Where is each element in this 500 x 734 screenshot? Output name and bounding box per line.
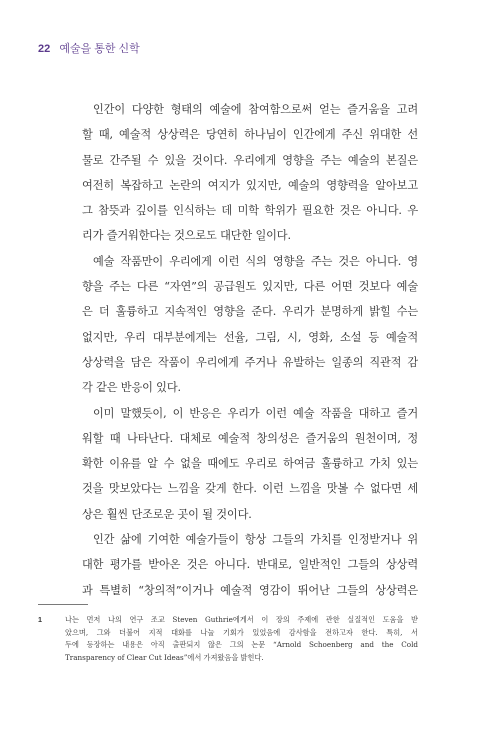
text-line: 없지만, 우리 대부분에게는 선율, 그림, 시, 영화, 소설 등 예술적: [82, 330, 418, 344]
page-number: 22: [38, 43, 51, 55]
text-line: 확한 이유를 알 수 없을 때에도 우리로 하여금 훌륭하고 가치 있는: [82, 457, 418, 471]
footnote-marker: 1: [38, 615, 42, 624]
text-line: 상상력을 담은 작품이 우리에게 주거나 유발하는 일종의 직관적 감: [82, 355, 418, 369]
paragraph: [82, 527, 418, 603]
running-header: [38, 40, 140, 56]
paragraph: [82, 401, 418, 527]
running-title: 예술을 통한 신학: [59, 43, 140, 55]
footnote-divider: [38, 604, 88, 605]
paragraph: [82, 97, 418, 249]
text-line: 여전히 복잡하고 논란의 여지가 있지만, 예술의 영향력을 알아보고: [82, 178, 418, 192]
text-line: 물로 간주될 수 있을 것이다. 우리에게 영향을 주는 예술의 본질은: [82, 153, 418, 167]
text-line: 할 때, 예술적 상상력은 당연히 하나님이 인간에게 주신 위대한 선: [82, 128, 418, 142]
text-line: 인간이 다양한 형태의 예술에 참여함으로써 얻는 즐거움을 고려: [93, 103, 418, 116]
text-line: 대한 평가를 받아온 것은 아니다. 반대로, 일반적인 그들의 상상력: [82, 558, 418, 572]
text-line: 은 더 훌륭하고 지속적인 영향을 준다. 우리가 분명하게 밝힐 수는: [82, 305, 418, 319]
paragraph: [82, 249, 418, 401]
text-line: 각 같은 반응이 있다.: [82, 381, 181, 395]
text-line: 예술 작품만이 우리에게 이런 식의 영향을 주는 것은 아니다. 영: [93, 254, 418, 268]
text-line: 인간 삶에 기여한 예술가들이 항상 그들의 가치를 인정받거나 위: [93, 533, 418, 547]
text-line: 워할 때 나타난다. 대체로 예술적 창의성은 즐거움의 원천이며, 정: [82, 431, 418, 445]
text-line: 것을 맛보았다는 느낌을 갖게 한다. 이런 느낌을 맛볼 수 없다면 세: [82, 482, 418, 496]
text-line: 과 특별히 “창의적”이거나 예술적 영감이 뛰어난 그들의 상상력은: [82, 583, 418, 597]
footnote-text: [65, 614, 418, 665]
footnote-line: 나는 먼저 나의 연구 조교 Steven Guthrie에게서 이 장의 주제에 관한 실질적인 도움을 받: [65, 615, 418, 624]
text-line: 이미 말했듯이, 이 반응은 우리가 이런 예술 작품을 대하고 즐거: [93, 406, 418, 420]
footnote-line: 두에 등장하는 내용은 아직 출판되지 않은 그의 논문 “Arnold Schoenberg and the Cold: [65, 640, 418, 650]
text-line: 리가 즐거워한다는 것으로도 대단한 일이다.: [82, 229, 291, 243]
text-line: 상은 훨씬 단조로운 곳이 될 것이다.: [82, 507, 252, 521]
text-line: 그 참뜻과 깊이를 인식하는 데 미학 학위가 필요한 것은 아니다. 우: [82, 204, 418, 218]
footnote-line: 았으며, 그와 더불어 지적 대화를 나눌 기회가 있었음에 감사함을 전하고자 한다. 특히, 서: [65, 627, 418, 637]
footnote-line: Transparency of Clear Cut Ideas”에서 가져왔음을 밝힌다.: [65, 653, 264, 663]
text-line: 향을 주는 다른 “자연”의 공급원도 있지만, 다른 어떤 것보다 예술: [82, 280, 418, 294]
body-text: [82, 97, 418, 603]
